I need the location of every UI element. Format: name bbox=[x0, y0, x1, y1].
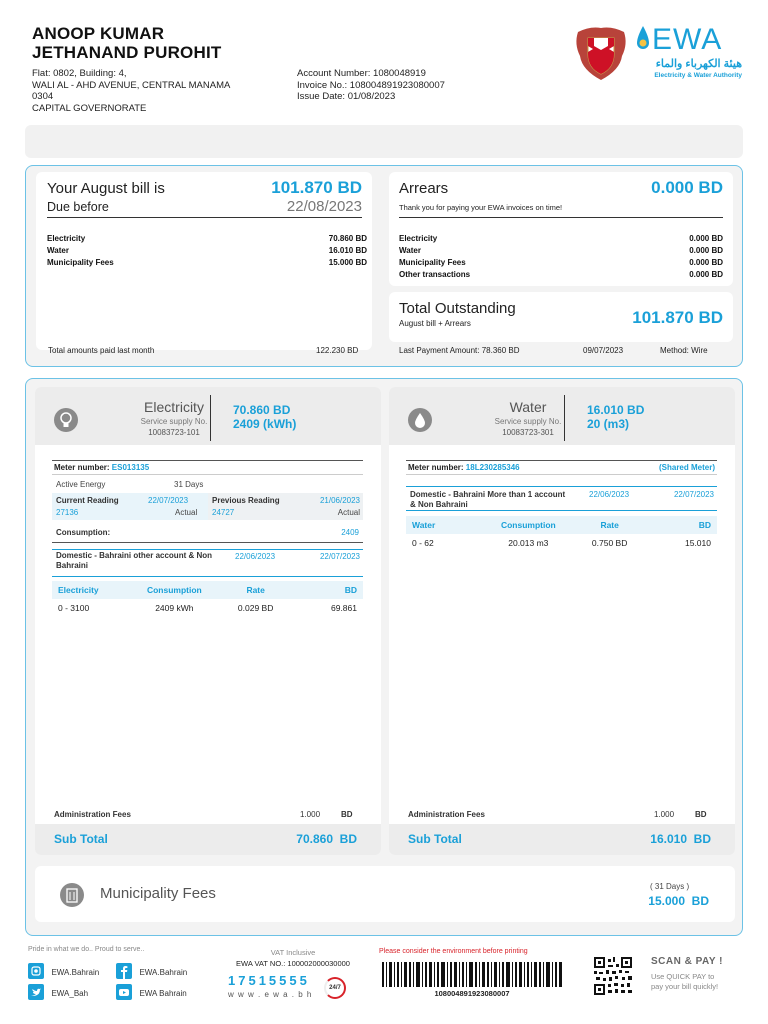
electricity-subtotal-label: Sub Total bbox=[54, 832, 108, 846]
last-payment-date: 09/07/2023 bbox=[583, 346, 624, 355]
water-supply-no: 10083723-301 bbox=[502, 428, 554, 437]
water-amount: 16.010 BD bbox=[587, 403, 645, 417]
previous-reading-value: 24727 bbox=[212, 508, 235, 517]
water-tariff-name: Domestic - Bahraini More than 1 account & Non Bahraini bbox=[410, 490, 566, 509]
previous-reading-block bbox=[208, 493, 363, 520]
divider bbox=[399, 217, 723, 218]
electricity-supply-no: 10083723-101 bbox=[148, 428, 200, 437]
water-card bbox=[389, 387, 735, 855]
social-label: EWA Bahrain bbox=[139, 989, 187, 998]
water-header bbox=[389, 387, 735, 445]
support-badge: 24/7 bbox=[324, 977, 346, 999]
divider bbox=[406, 510, 717, 511]
last-payment-amount: Last Payment Amount: 78.360 BD bbox=[399, 346, 520, 355]
ewa-brand: EWA bbox=[652, 23, 723, 56]
paid-last-month-label: Total amounts paid last month bbox=[48, 346, 155, 355]
arrears-items bbox=[399, 233, 723, 281]
electricity-tariff bbox=[52, 549, 363, 574]
table-row: 0 - 3100 2409 kWh 0.029 BD 69.861 bbox=[58, 603, 357, 613]
barcode-icon bbox=[382, 962, 562, 987]
services-panel bbox=[25, 378, 743, 936]
due-label: Due before bbox=[47, 200, 109, 214]
notice-bar bbox=[25, 125, 743, 158]
address-line: CAPITAL GOVERNORATE bbox=[32, 102, 147, 114]
issue-date: Issue Date: 01/08/2023 bbox=[297, 91, 396, 102]
water-drop-icon bbox=[636, 24, 650, 54]
arrears-card bbox=[389, 172, 733, 286]
electricity-subtotal-value: 70.860 BD bbox=[296, 832, 357, 846]
active-energy-label: Active Energy bbox=[56, 480, 106, 489]
electricity-admin-unit: BD bbox=[341, 810, 353, 819]
electricity-table bbox=[52, 581, 363, 617]
water-admin-label: Administration Fees bbox=[408, 810, 485, 819]
customer-name-line2: JETHANAND PUROHIT bbox=[32, 43, 222, 62]
electricity-supply-label: Service supply No. bbox=[140, 417, 208, 426]
social-label: EWA.Bahrain bbox=[139, 968, 188, 977]
due-date: 22/08/2023 bbox=[286, 198, 362, 215]
municipality-days: ( 31 Days ) bbox=[650, 882, 690, 891]
municipality-card bbox=[35, 866, 735, 922]
water-subtotal-label: Sub Total bbox=[408, 832, 462, 846]
social-twitter[interactable] bbox=[28, 983, 88, 1001]
water-admin-unit: BD bbox=[695, 810, 707, 819]
total-outstanding-sub: August bill + Arrears bbox=[399, 319, 471, 328]
divider bbox=[47, 217, 362, 218]
electricity-subtotal-bar bbox=[35, 824, 381, 855]
arrears-item: Other transactions 0.000 BD bbox=[399, 270, 723, 279]
summary-panel bbox=[25, 165, 743, 367]
electricity-tariff-name: Domestic - Bahraini other account & Non Bahraini bbox=[56, 551, 213, 570]
payment-method: Method: Wire bbox=[660, 346, 708, 355]
ewa-subtitle: Electricity & Water Authority bbox=[654, 72, 742, 79]
contact-phone: 17515555 bbox=[228, 973, 310, 988]
electricity-title: Electricity bbox=[144, 399, 204, 415]
electricity-admin-value: 1.000 bbox=[300, 810, 321, 819]
bill-items bbox=[47, 233, 367, 269]
arrears-item: Water 0.000 BD bbox=[399, 246, 723, 255]
twitter-icon bbox=[28, 984, 44, 1000]
invoice-number: Invoice No.: 108004891923080007 bbox=[297, 79, 445, 91]
divider bbox=[406, 486, 717, 487]
total-outstanding-label: Total Outstanding bbox=[399, 300, 516, 317]
previous-reading-type: Actual bbox=[337, 508, 360, 517]
customer-address bbox=[32, 68, 230, 114]
arrears-item: Electricity 0.000 BD bbox=[399, 234, 723, 243]
consumption-value: 2409 bbox=[341, 528, 359, 537]
table-header: Water Consumption Rate BD bbox=[406, 516, 717, 534]
bahrain-emblem-icon bbox=[572, 24, 630, 82]
water-supply-label: Service supply No. bbox=[494, 417, 562, 426]
bill-amount: 101.870 BD bbox=[271, 178, 362, 197]
table-row: 0 - 62 20.013 m3 0.750 BD 15.010 bbox=[412, 538, 711, 548]
website[interactable]: w w w . e w a . b h bbox=[228, 990, 313, 999]
consumption-label: Consumption: bbox=[56, 528, 111, 537]
electricity-meter-number: ES013135 bbox=[111, 463, 150, 472]
scan-pay-title: SCAN & PAY ! bbox=[651, 956, 723, 967]
electricity-card bbox=[35, 387, 381, 855]
bill-item-electricity: Electricity 70.860 BD bbox=[47, 234, 367, 243]
account-info bbox=[297, 68, 445, 103]
arrears-amount: 0.000 BD bbox=[651, 178, 723, 197]
bill-item-water: Water 16.010 BD bbox=[47, 246, 367, 255]
municipality-title: Municipality Fees bbox=[100, 885, 216, 902]
electricity-tariff-to: 22/07/2023 bbox=[319, 552, 360, 561]
divider bbox=[52, 474, 363, 475]
divider bbox=[406, 474, 717, 475]
divider bbox=[564, 395, 565, 441]
electricity-amount: 70.860 BD bbox=[233, 403, 291, 417]
bill-item-municipality: Municipality Fees 15.000 BD bbox=[47, 258, 367, 267]
social-facebook[interactable] bbox=[116, 962, 187, 980]
electricity-admin-label: Administration Fees bbox=[54, 810, 131, 819]
water-meter-number: 18L230285346 bbox=[465, 463, 520, 472]
social-label: EWA_Bah bbox=[51, 989, 89, 998]
ewa-arabic-name: هيئة الكهرباء والماء bbox=[655, 58, 742, 70]
qr-code-icon[interactable] bbox=[594, 957, 632, 995]
water-usage: 20 (m3) bbox=[587, 417, 630, 431]
water-subtotal-bar bbox=[389, 824, 735, 855]
table-header: Electricity Consumption Rate BD bbox=[52, 581, 363, 599]
barcode-number: 108004891923080007 bbox=[434, 989, 510, 998]
water-table bbox=[406, 516, 717, 552]
footer-tagline: Pride in what we do.. Proud to serve.. bbox=[28, 946, 145, 953]
active-energy-days: 31 Days bbox=[174, 480, 204, 489]
customer-name-line1: ANOOP KUMAR bbox=[32, 24, 165, 43]
shared-meter-label: (Shared Meter) bbox=[658, 463, 715, 472]
arrears-label: Arrears bbox=[399, 180, 449, 197]
scan-pay-line2: pay your bill quickly! bbox=[651, 982, 719, 991]
water-tariff-to: 22/07/2023 bbox=[673, 490, 714, 499]
social-label: EWA.Bahrain bbox=[51, 968, 100, 977]
bill-card bbox=[36, 172, 372, 350]
divider bbox=[406, 460, 717, 461]
instagram-icon bbox=[28, 963, 44, 979]
electricity-header bbox=[35, 387, 381, 445]
customer-name bbox=[32, 24, 221, 62]
water-subtotal-value: 16.010 BD bbox=[650, 832, 711, 846]
previous-reading-label: Previous Reading bbox=[212, 496, 280, 505]
current-reading-date: 22/07/2023 bbox=[148, 496, 189, 505]
account-number: Account Number: 1080048919 bbox=[297, 68, 426, 79]
water-admin-value: 1.000 bbox=[654, 810, 675, 819]
youtube-icon bbox=[116, 984, 132, 1000]
address-line: 0304 bbox=[32, 91, 54, 102]
environment-note: Please consider the environment before printing bbox=[379, 948, 528, 955]
municipality-amount: 15.000 BD bbox=[648, 894, 709, 908]
divider bbox=[52, 549, 363, 550]
electricity-usage: 2409 (kWh) bbox=[233, 417, 297, 431]
water-meter: Meter number: 18L230285346 bbox=[408, 463, 520, 472]
electricity-meter: Meter number: ES013135 bbox=[54, 463, 150, 472]
arrears-item: Municipality Fees 0.000 BD bbox=[399, 258, 723, 267]
current-reading-label: Current Reading bbox=[56, 496, 119, 505]
electricity-tariff-from: 22/06/2023 bbox=[235, 552, 276, 561]
vat-inclusive: VAT Inclusive bbox=[270, 948, 316, 957]
facebook-icon bbox=[116, 963, 132, 979]
social-youtube[interactable] bbox=[116, 983, 187, 1001]
scan-pay-line1: Use QUICK PAY to bbox=[651, 972, 715, 981]
paid-last-month-value: 122.230 BD bbox=[316, 346, 359, 355]
social-instagram[interactable] bbox=[28, 962, 99, 980]
vat-number: EWA VAT NO.: 100002000030000 bbox=[236, 959, 350, 968]
water-title: Water bbox=[509, 399, 547, 415]
divider bbox=[52, 460, 363, 461]
address-line: WALI AL - AHD AVENUE, CENTRAL MANAMA bbox=[32, 79, 231, 91]
building-icon bbox=[59, 882, 85, 908]
total-outstanding-card bbox=[389, 292, 733, 342]
divider bbox=[210, 395, 211, 441]
divider bbox=[52, 542, 363, 543]
current-reading-type: Actual bbox=[175, 508, 198, 517]
arrears-note: Thank you for paying your EWA invoices on time! bbox=[399, 203, 563, 212]
divider bbox=[52, 576, 363, 577]
previous-reading-date: 21/06/2023 bbox=[319, 496, 360, 505]
bill-label: Your August bill is bbox=[47, 180, 165, 197]
address-line: Flat: 0802, Building: 4, bbox=[32, 68, 127, 79]
water-tariff-from: 22/06/2023 bbox=[589, 490, 630, 499]
readings-block bbox=[52, 493, 363, 520]
total-outstanding-amount: 101.870 BD bbox=[632, 308, 723, 327]
ewa-logo bbox=[572, 24, 744, 84]
current-reading-value: 27136 bbox=[56, 508, 79, 517]
